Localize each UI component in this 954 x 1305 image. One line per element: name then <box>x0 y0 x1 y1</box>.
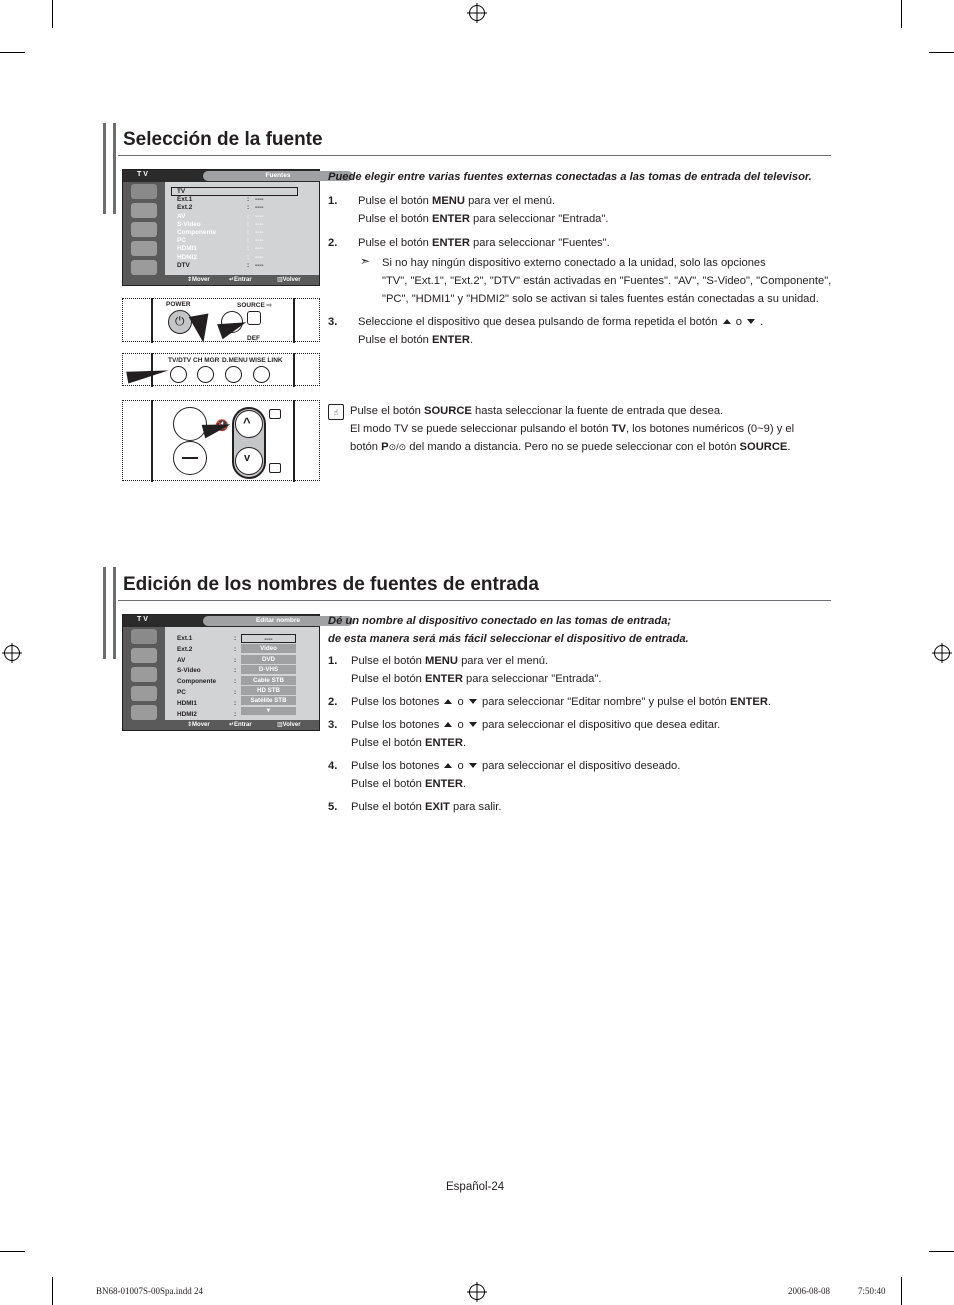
menu-row[interactable] <box>177 645 237 653</box>
option-item[interactable]: HD STB <box>241 686 296 695</box>
tv-menu-fuentes <box>122 169 320 286</box>
entrar-hint: ↵Entrar <box>229 277 252 283</box>
menu-row-label: AV <box>177 656 186 664</box>
crop-mark <box>52 0 53 28</box>
menu-row-value: ---- <box>255 204 264 212</box>
menu-row-colon: : <box>234 667 237 675</box>
mute-icon: 🔇 <box>215 420 229 432</box>
menu-row[interactable] <box>177 656 237 664</box>
menu-row[interactable] <box>177 204 264 212</box>
arrow-up-icon <box>444 722 452 727</box>
menu-icon-column <box>123 627 165 720</box>
menu-row-value: ---- <box>255 245 264 253</box>
menu-row-label: DTV <box>177 261 190 269</box>
menu-row[interactable] <box>177 245 264 253</box>
sound-icon <box>131 222 157 237</box>
menu-row-label: TV <box>177 188 186 195</box>
pointer-arrow-icon <box>189 313 214 344</box>
crop-mark <box>901 1277 902 1305</box>
crop-mark <box>52 1277 53 1305</box>
menu-row-colon: : <box>247 212 250 220</box>
chmgr-label: CH MGR <box>193 357 220 364</box>
menu-row-value: ---- <box>255 261 264 269</box>
menu-row-colon: : <box>234 689 237 696</box>
slug-time: 7:50:40 <box>858 1286 886 1296</box>
option-item[interactable]: Satélite STB <box>241 696 296 705</box>
tv-menu-editar-nombre <box>122 614 320 731</box>
channel-up-button[interactable] <box>235 410 263 438</box>
menu-row-colon: : <box>247 196 250 204</box>
step-note: ➣ Si no hay ningún dispositivo externo conectado a la unidad, solo las opciones "TV", "Ext.1", "Ext.2", "DTV" están activadas en "Fuentes". "AV", "S-Video", "Componente", "PC", "HDMI1" y "HDMI2" solo se activan si tales fuentes están conectadas a su unidad. <box>360 254 832 305</box>
section-intro: de esta manera será más fácil seleccionar el dispositivo de entrada. <box>328 633 689 645</box>
power-button[interactable] <box>168 310 192 334</box>
option-item[interactable]: DVD <box>241 655 296 664</box>
tvdtv-label: TV/DTV <box>168 357 192 364</box>
registration-mark-icon <box>934 645 950 661</box>
power-icon: ⏻ <box>175 314 185 328</box>
menu-bottom-bar <box>123 720 319 730</box>
option-selected[interactable]: ---- <box>241 634 296 643</box>
step-item: 5. Pulse el botón EXIT para salir. <box>328 801 502 813</box>
menu-row-colon: : <box>247 245 250 253</box>
channel-up-down-icon: ⊙/⊙ <box>388 442 407 452</box>
def-label: DEF <box>247 335 260 342</box>
pointer-arrow-icon <box>126 364 169 383</box>
slug-date: 2006-08-08 <box>788 1286 830 1296</box>
crop-mark <box>0 52 25 53</box>
menu-row-colon: : <box>234 645 237 653</box>
channel-icon <box>131 241 157 256</box>
menu-row-colon: : <box>234 710 237 718</box>
registration-mark-icon <box>469 1284 485 1300</box>
chevron-down-icon: v <box>244 452 251 464</box>
menu-row-value: ---- <box>255 196 264 204</box>
menu-row-colon: : <box>234 678 237 686</box>
menu-row-label: HDMI2 <box>177 710 197 718</box>
menu-tv-label: T V <box>137 171 148 178</box>
menu-row-colon: : <box>234 699 237 707</box>
button-icon <box>269 463 281 473</box>
section-side-bar <box>103 567 116 659</box>
menu-row-colon: : <box>247 220 250 228</box>
picture-icon <box>131 203 157 218</box>
menu-row-label: AV <box>177 212 186 220</box>
menu-row[interactable] <box>177 188 185 195</box>
menu-row[interactable] <box>177 261 264 269</box>
tip-icon: ☝ <box>328 404 344 420</box>
menu-highlight <box>171 187 298 196</box>
menu-panel <box>165 627 319 720</box>
menu-row-colon: : <box>247 204 250 212</box>
tvdtv-button[interactable] <box>170 366 187 383</box>
menu-bottom-bar <box>123 275 319 285</box>
menu-row-label: Ext.1 <box>177 196 193 204</box>
menu-panel <box>165 182 319 275</box>
crop-mark <box>0 1251 25 1252</box>
wiselink-button[interactable] <box>253 366 270 383</box>
source-label: SOURCE ⇨ <box>237 302 273 309</box>
menu-row-label: PC <box>177 689 186 696</box>
remote-tv-buttons <box>122 353 320 386</box>
menu-row-label: Ext.2 <box>177 645 193 653</box>
arrow-down-icon <box>469 699 477 704</box>
arrow-up-icon <box>444 699 452 704</box>
registration-mark-icon <box>4 645 20 661</box>
menu-row[interactable] <box>177 710 237 718</box>
menu-row-value: ---- <box>255 253 264 261</box>
menu-row-label: Ext.1 <box>177 635 193 642</box>
menu-row-value: ---- <box>255 237 264 245</box>
dmenu-label: D.MENU <box>222 357 248 364</box>
menu-row-colon: : <box>247 261 250 269</box>
section-rule <box>118 600 831 601</box>
menu-row[interactable] <box>177 699 237 707</box>
chmgr-button[interactable] <box>197 366 214 383</box>
menu-row-label: Ext.2 <box>177 204 193 212</box>
section-side-bar <box>103 123 116 214</box>
scroll-down-icon: ▼ <box>241 707 296 715</box>
step-item: 3. Pulse los botones o para seleccionar el dispositivo que desea editar. Pulse el botón ENTER. <box>328 719 721 749</box>
entrar-hint: ↵Entrar <box>229 722 252 728</box>
arrow-down-icon <box>747 319 755 324</box>
crop-mark <box>929 1251 954 1252</box>
menu-row[interactable] <box>177 220 264 228</box>
menu-row-colon: : <box>234 635 237 642</box>
source-button[interactable] <box>247 311 261 325</box>
menu-row-label: Componente <box>177 678 217 686</box>
crop-mark <box>901 0 902 28</box>
dmenu-button[interactable] <box>225 366 242 383</box>
channel-down-button[interactable] <box>235 447 263 475</box>
channel-rocker <box>232 407 266 479</box>
menu-row[interactable] <box>177 667 237 675</box>
menu-row[interactable] <box>177 229 264 236</box>
registration-mark-icon <box>469 5 485 21</box>
step-item: 1. Pulse el botón MENU para ver el menú. Pulse el botón ENTER para seleccionar "Entrada". <box>328 655 602 685</box>
menu-row[interactable] <box>177 237 264 245</box>
menu-row[interactable] <box>177 635 237 642</box>
input-icon <box>131 629 157 644</box>
volver-hint: ▥Volver <box>277 722 301 728</box>
menu-row-label: HDMI1 <box>177 699 197 707</box>
page-number: Español-24 <box>446 1181 505 1193</box>
menu-row-colon: : <box>247 237 250 245</box>
note-arrow-icon: ➣ <box>360 254 371 268</box>
remote-power-source <box>122 298 320 342</box>
power-label: POWER <box>166 301 191 308</box>
menu-icon-column <box>123 182 165 275</box>
menu-row-label: PC <box>177 237 186 245</box>
menu-title: Fuentes <box>203 171 353 181</box>
wiselink-label: WISE LINK <box>249 357 283 364</box>
mover-hint: ⇕Mover <box>187 722 210 728</box>
section-title: Selección de la fuente <box>123 129 323 150</box>
menu-row-label: Componente <box>177 229 217 236</box>
volume-down-button[interactable] <box>173 441 207 475</box>
section-intro: Dé un nombre al dispositivo conectado en las tomas de entrada; <box>328 615 672 627</box>
arrow-down-icon <box>469 763 477 768</box>
crop-mark <box>929 52 954 53</box>
menu-row-colon: : <box>234 656 237 664</box>
option-item[interactable]: Cable STB <box>241 676 296 685</box>
step-item: 2. Pulse los botones o para seleccionar "Editar nombre" y pulse el botón ENTER. <box>328 696 772 708</box>
menu-tv-label: T V <box>137 616 148 623</box>
arrow-up-icon <box>444 763 452 768</box>
menu-row[interactable] <box>177 689 237 696</box>
menu-title: Editar nombre <box>203 616 353 626</box>
menu-row[interactable] <box>177 212 264 220</box>
setup-icon <box>131 705 157 720</box>
section-intro: Puede elegir entre varias fuentes externas conectadas a las tomas de entrada del televisor. <box>328 171 812 183</box>
arrow-down-icon <box>469 722 477 727</box>
menu-row-label: S-Video <box>177 220 201 228</box>
remote-channel-buttons <box>122 400 320 481</box>
menu-row-colon: : <box>247 229 250 236</box>
menu-row-value: ---- <box>255 220 264 228</box>
volver-hint: ▥Volver <box>277 277 301 283</box>
arrow-up-icon <box>723 319 731 324</box>
step-item: 4. Pulse los botones o para seleccionar el dispositivo deseado. Pulse el botón ENTER. <box>328 760 681 790</box>
step-item: 2. Pulse el botón ENTER para seleccionar "Fuentes". <box>328 237 610 249</box>
channel-icon <box>131 686 157 701</box>
menu-row-label: HDMI2 <box>177 253 197 261</box>
input-icon <box>131 184 157 199</box>
picture-icon <box>131 648 157 663</box>
chevron-up-icon: ^ <box>243 415 251 430</box>
menu-row-label: S-Video <box>177 667 201 675</box>
option-item[interactable]: Video <box>241 644 296 653</box>
section-title: Edición de los nombres de fuentes de entrada <box>123 574 539 595</box>
menu-row-value: ---- <box>255 229 264 236</box>
tip-block: ☝ Pulse el botón SOURCE hasta seleccionar la fuente de entrada que desea. El modo TV se puede seleccionar pulsando el botón TV, los botones numéricos (0~9) y el botón P⊙/⊙ del mando a distancia. Pero no se puede seleccionar con el botón SOURCE. <box>328 402 828 458</box>
sound-icon <box>131 667 157 682</box>
menu-row-colon: : <box>247 253 250 261</box>
menu-row[interactable] <box>177 253 264 261</box>
slug-filename: BN68-01007S-00Spa.indd 24 <box>96 1286 204 1296</box>
step-item: 1. Pulse el botón MENU para ver el menú. Pulse el botón ENTER para seleccionar "Entrada". <box>328 195 609 225</box>
button-icon <box>269 409 281 419</box>
menu-row-label: HDMI1 <box>177 245 197 253</box>
mover-hint: ⇕Mover <box>187 277 210 283</box>
menu-row[interactable] <box>177 678 237 686</box>
step-item: 3. Seleccione el dispositivo que desea pulsando de forma repetida el botón o . Pulse el botón ENTER. <box>328 316 764 346</box>
section-rule <box>118 155 831 156</box>
option-item[interactable]: D-VHS <box>241 665 296 674</box>
menu-row-value: ---- <box>255 212 264 220</box>
menu-row[interactable] <box>177 196 264 204</box>
setup-icon <box>131 260 157 275</box>
